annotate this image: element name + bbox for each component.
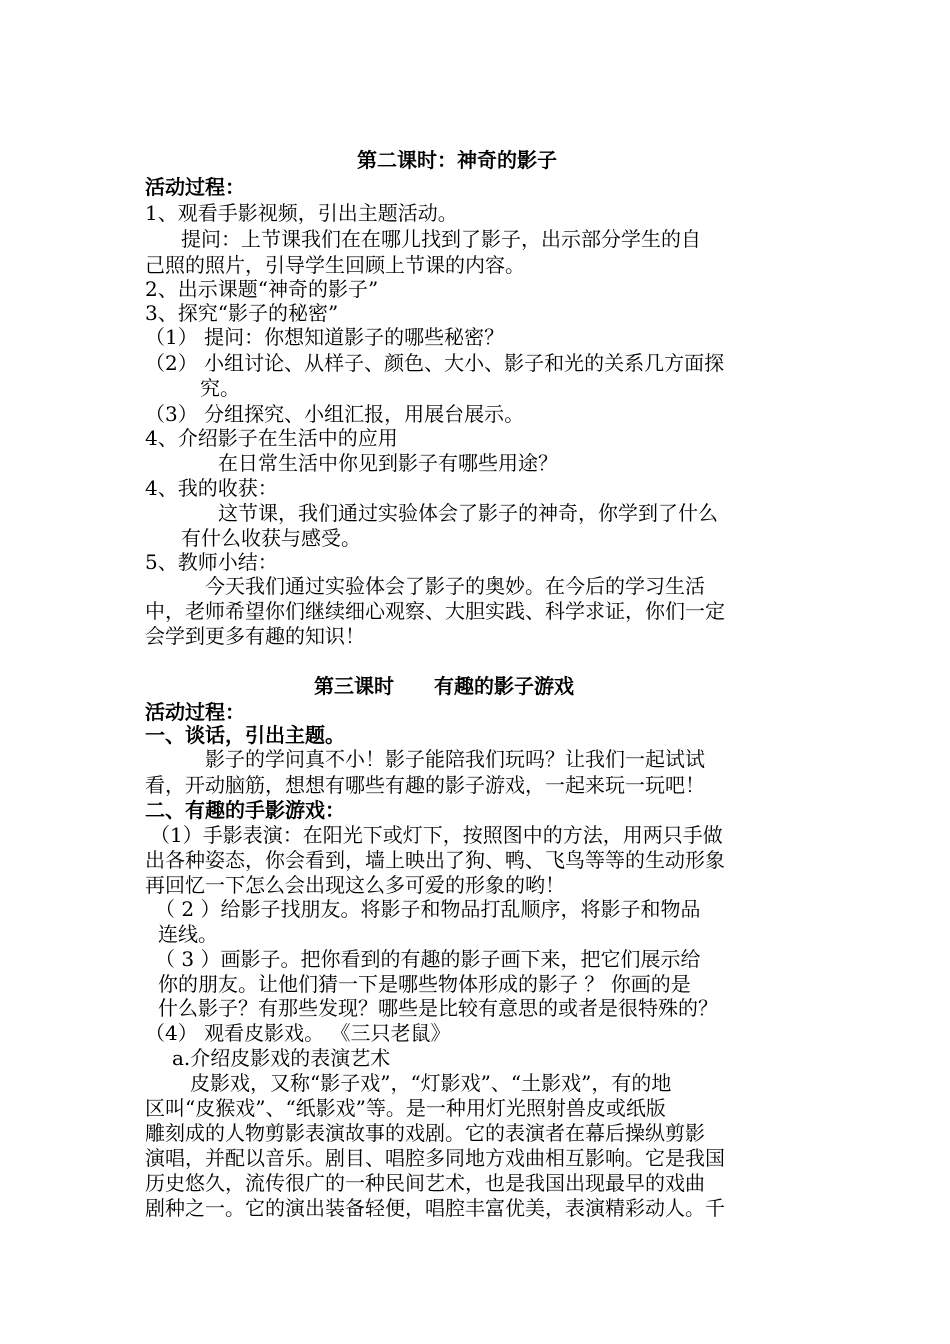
lesson3-process-label: 活动过程：	[145, 700, 245, 724]
lesson3-section2-line: 历史悠久，流传很广的一种民间艺术，也是我国出现最早的戏曲	[145, 1171, 705, 1195]
lesson3-section2-title: 二、有趣的手影游戏：	[145, 798, 345, 822]
lesson3-section2-line: 剧种之一。它的演出装备轻便，唱腔丰富优美，表演精彩动人。千	[145, 1196, 725, 1220]
lesson3-section2-line: 再回忆一下怎么会出现这么多可爱的形象的哟！	[145, 873, 565, 897]
lesson2-line: 会学到更多有趣的知识！	[145, 624, 365, 648]
lesson3-section2-line: 出各种姿态，你会看到，墙上映出了狗、鸭、飞鸟等等的生动形象	[145, 848, 725, 872]
lesson2-line: （1） 提问：你想知道影子的哪些秘密？	[145, 325, 505, 349]
lesson3-section2-line: 演唱，并配以音乐。剧目、唱腔多同地方戏曲相互影响。它是我国	[145, 1146, 725, 1170]
lesson2-line: 5、教师小结：	[145, 550, 278, 574]
lesson2-line: 中，老师希望你们继续细心观察、大胆实践、科学求证，你们一定	[145, 599, 725, 623]
lesson3-section2-line: 皮影戏，又称“影子戏”，“灯影戏”、“土影戏”，有的地	[190, 1071, 672, 1095]
lesson3-section2-line: （4） 观看皮影戏。 《三只老鼠》	[145, 1021, 451, 1045]
lesson3-section2-line: a.介绍皮影戏的表演艺术	[172, 1046, 391, 1070]
lesson2-process-label: 活动过程：	[145, 175, 245, 199]
lesson3-section2-line: （ 3 ）画影子。把你看到的有趣的影子画下来，把它们展示给	[155, 947, 701, 971]
lesson2-line: 有什么收获与感受。	[181, 526, 361, 550]
lesson3-section2-line: （1）手影表演：在阳光下或灯下，按照图中的方法，用两只手做	[150, 823, 723, 847]
lesson2-line: 今天我们通过实验体会了影子的奥妙。在今后的学习生活	[205, 574, 705, 598]
lesson3-section1-title: 一、谈话，引出主题。	[145, 723, 345, 747]
lesson2-line: 己照的照片，引导学生回顾上节课的内容。	[145, 253, 525, 277]
lesson3-section2-line: 连线。	[158, 922, 218, 946]
lesson2-line: 这节课，我们通过实验体会了影子的神奇，你学到了什么	[218, 501, 718, 525]
lesson2-line: 提问：上节课我们在在哪儿找到了影子，出示部分学生的自	[181, 227, 701, 251]
lesson2-line: 4、我的收获：	[145, 476, 278, 500]
lesson2-line: （3） 分组探究、小组汇报，用展台展示。	[145, 402, 525, 426]
lesson3-section2-line: 你的朋友。让他们猜一下是哪些物体形成的影子 ？ 你画的是	[158, 972, 691, 996]
lesson3-title: 第三课时 有趣的影子游戏	[314, 674, 574, 698]
lesson2-line: 3、探究“影子的秘密”	[145, 301, 339, 325]
lesson2-line: 1、观看手影视频，引出主题活动。	[145, 201, 458, 225]
lesson3-section1-line: 影子的学问真不小！影子能陪我们玩吗？让我们一起试试	[205, 747, 705, 771]
lesson3-section2-line: 什么影子？有那些发现？哪些是比较有意思的或者是很特殊的？	[158, 996, 718, 1020]
lesson2-title: 第二课时：神奇的影子	[357, 148, 557, 172]
lesson3-section1-line: 看，开动脑筋，想想有哪些有趣的影子游戏，一起来玩一玩吧！	[145, 773, 705, 797]
lesson2-line: 究。	[200, 376, 240, 400]
lesson2-line: 在日常生活中你见到影子有哪些用途？	[218, 451, 558, 475]
lesson3-section2-line: 区叫“皮猴戏”、“纸影戏”等。是一种用灯光照射兽皮或纸版	[145, 1096, 666, 1120]
lesson2-line: 2、出示课题“神奇的影子”	[145, 277, 379, 301]
lesson3-section2-line: 雕刻成的人物剪影表演故事的戏剧。它的表演者在幕后操纵剪影	[145, 1121, 705, 1145]
lesson3-section2-line: （ 2 ）给影子找朋友。将影子和物品打乱顺序，将影子和物品	[155, 897, 701, 921]
lesson2-line: 4、介绍影子在生活中的应用	[145, 426, 398, 450]
lesson2-line: （2） 小组讨论、从样子、颜色、大小、影子和光的关系几方面探	[145, 351, 725, 375]
